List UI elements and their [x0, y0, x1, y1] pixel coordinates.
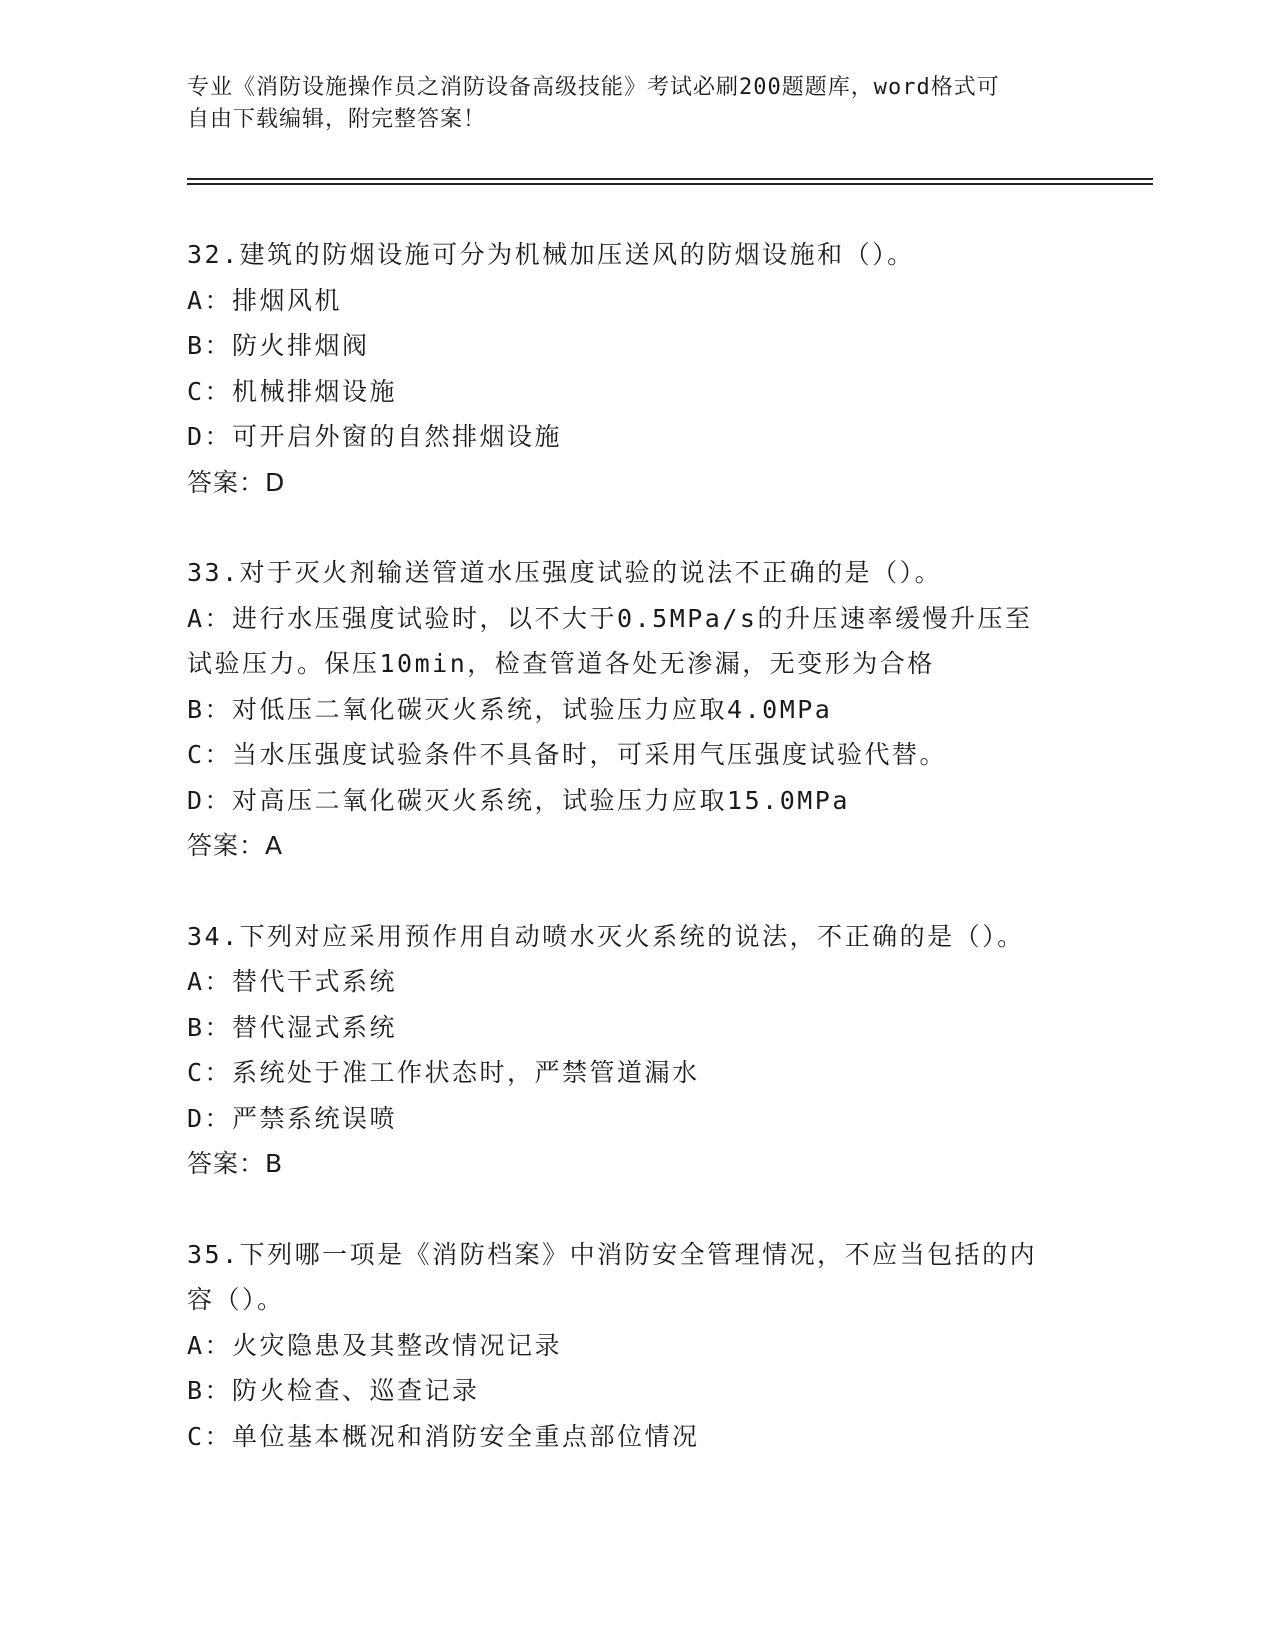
- header-divider-top: [187, 178, 1153, 180]
- question-stem-continued: 容（）。: [187, 1285, 285, 1314]
- question-35: [187, 1232, 1087, 1460]
- option-a: A：替代干式系统: [187, 967, 398, 996]
- answer-line: 答案：D: [187, 467, 286, 497]
- document-header: [187, 72, 1067, 136]
- option-a-continued: 试验压力。保压10min，检查管道各处无渗漏，无变形为合格: [187, 649, 935, 678]
- question-stem: 32.建筑的防烟设施可分为机械加压送风的防烟设施和（）。: [187, 240, 915, 269]
- question-stem: 34.下列对应采用预作用自动喷水灭火系统的说法，不正确的是（）。: [187, 921, 1025, 951]
- option-b: B：替代湿式系统: [187, 1012, 398, 1042]
- option-b: B：对低压二氧化碳灭火系统，试验压力应取4.0MPa: [187, 694, 833, 724]
- option-d: D：严禁系统误喷: [187, 1103, 398, 1133]
- option-d: D：可开启外窗的自然排烟设施: [187, 422, 563, 451]
- header-line-1: 专业《消防设施操作员之消防设备高级技能》考试必刷200题题库，word格式可: [187, 75, 1000, 100]
- option-c: C：系统处于准工作状态时，严禁管道漏水: [187, 1058, 700, 1087]
- header-line-2: 自由下载编辑，附完整答案！: [187, 107, 487, 132]
- option-a: A：排烟风机: [187, 285, 343, 315]
- question-stem: 35.下列哪一项是《消防档案》中消防安全管理情况，不应当包括的内: [187, 1239, 1038, 1269]
- option-c: C：机械排烟设施: [187, 376, 398, 406]
- question-33: [187, 550, 1087, 869]
- option-c: C：当水压强度试验条件不具备时，可采用气压强度试验代替。: [187, 740, 948, 769]
- question-34: [187, 914, 1087, 1187]
- option-b: B：防火排烟阀: [187, 331, 370, 360]
- header-divider-bottom: [187, 183, 1153, 185]
- question-stem: 33.对于灭火剂输送管道水压强度试验的说法不正确的是（）。: [187, 558, 943, 587]
- option-c: C：单位基本概况和消防安全重点部位情况: [187, 1421, 700, 1451]
- question-list: [187, 232, 1087, 1504]
- answer-line: 答案：A: [187, 831, 284, 860]
- option-d: D：对高压二氧化碳灭火系统，试验压力应取15.0MPa: [187, 785, 850, 815]
- answer-line: 答案：B: [187, 1149, 284, 1178]
- question-32: [187, 232, 1087, 505]
- option-b: B：防火检查、巡查记录: [187, 1376, 480, 1405]
- option-a: A：进行水压强度试验时，以不大于0.5MPa/s的升压速率缓慢升压至: [187, 603, 1033, 633]
- option-a: A：火灾隐患及其整改情况记录: [187, 1330, 563, 1360]
